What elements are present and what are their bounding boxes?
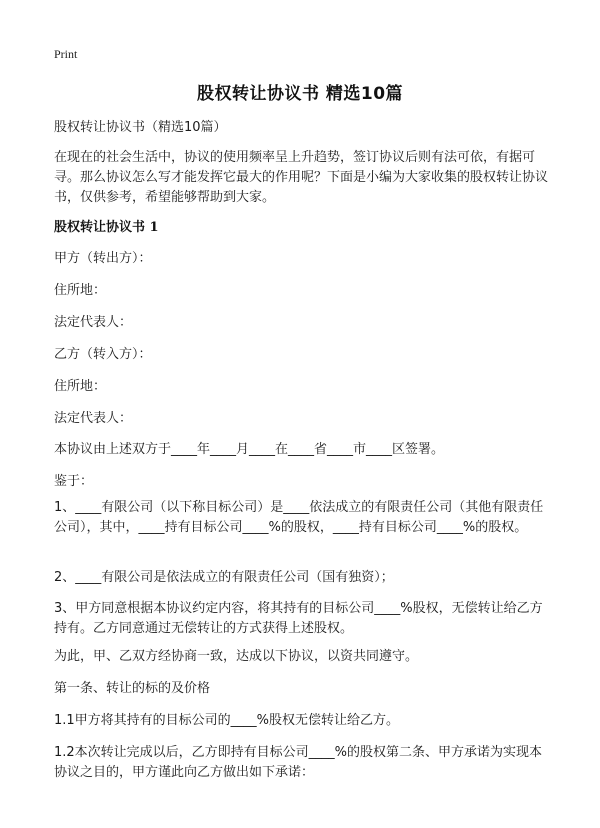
party-b-address-field: 住所地：	[54, 379, 107, 394]
clause-1-paragraph: 1、____有限公司（以下称目标公司）是____依法成立的有限责任公司（其他有限责任公司），其中，____持有目标公司____%的股权，____持有目标公司____%的股权。	[54, 500, 544, 535]
party-b-field: 乙方（转入方）：	[54, 347, 152, 362]
party-a-address-field: 住所地：	[54, 283, 107, 298]
agreement-paragraph: 为此，甲、乙双方经协商一致，达成以下协议，以资共同遵守。	[54, 649, 419, 664]
party-a-field: 甲方（转出方）：	[54, 251, 152, 266]
signing-paragraph: 本协议由上述双方于____年____月____在____省____市____区签署。	[54, 442, 445, 457]
item-1-1-paragraph: 1.1甲方将其持有的目标公司的____%股权无偿转让给乙方。	[54, 713, 400, 728]
intro-paragraph: 在现在的社会生活中，协议的使用频率呈上升趋势，签订协议后则有法可依，有据可寻。那么协议怎么写才能发挥它最大的作用呢？下面是小编为大家收集的股权转让协议书，仅供参考，希望能够帮助到大家。	[54, 150, 549, 205]
clause-2-paragraph: 2、____有限公司是依法成立的有限责任公司（国有独资）；	[54, 570, 394, 585]
party-b-legal-rep-field: 法定代表人：	[54, 411, 133, 426]
item-1-2-paragraph: 1.2本次转让完成以后，乙方即持有目标公司____%的股权第二条、甲方承诺为实现本协议之目的，甲方谨此向乙方做出如下承诺：	[54, 745, 543, 780]
article-1-heading: 第一条、转让的标的及价格	[54, 681, 211, 696]
whereas-heading: 鉴于：	[54, 474, 94, 489]
clause-3-paragraph: 3、甲方同意根据本协议约定内容，将其持有的目标公司____%股权，无偿转让给乙方持有。乙方同意通过无偿转让的方式获得上述股权。	[54, 601, 543, 636]
section-heading: 股权转让协议书 1	[54, 220, 159, 235]
page-title: 股权转让协议书 精选10篇	[196, 84, 404, 104]
print-label[interactable]: Print	[54, 47, 78, 61]
document-subtitle: 股权转让协议书（精选10篇）	[54, 120, 227, 135]
party-a-legal-rep-field: 法定代表人：	[54, 315, 133, 330]
